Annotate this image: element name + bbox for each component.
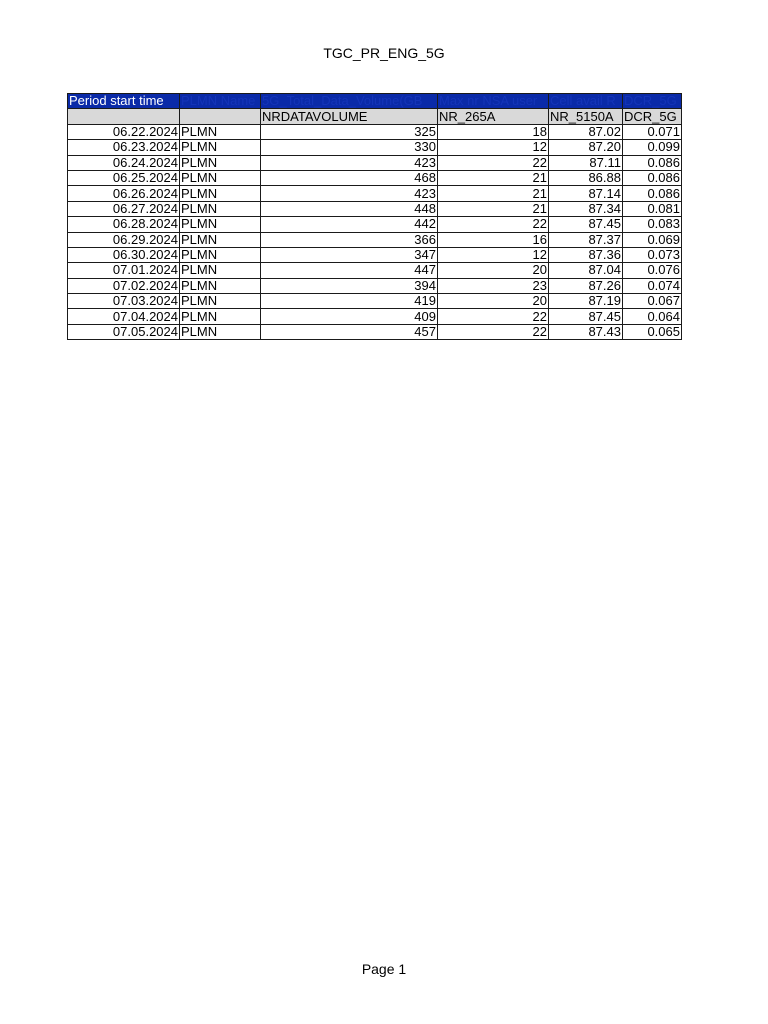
cell-max-nsa-user: 16 — [438, 232, 549, 247]
page-footer: Page 1 — [361, 961, 407, 977]
cell-cell-avail: 87.45 — [549, 217, 623, 232]
cell-period-start-time: 06.22.2024 — [68, 124, 180, 139]
cell-period-start-time: 07.01.2024 — [68, 263, 180, 278]
cell-max-nsa-user: 12 — [438, 247, 549, 262]
cell-max-nsa-user: 12 — [438, 140, 549, 155]
cell-period-start-time: 06.25.2024 — [68, 170, 180, 185]
cell-period-start-time: 06.29.2024 — [68, 232, 180, 247]
subheader-cell — [180, 109, 261, 124]
cell-period-start-time: 06.28.2024 — [68, 217, 180, 232]
cell-max-nsa-user: 20 — [438, 263, 549, 278]
cell-period-start-time: 07.03.2024 — [68, 294, 180, 309]
subheader-cell: DCR_5G — [623, 109, 682, 124]
cell-cell-avail: 87.11 — [549, 155, 623, 170]
cell-plmn-name: PLMN — [180, 217, 261, 232]
cell-max-nsa-user: 22 — [438, 155, 549, 170]
cell-cell-avail: 87.36 — [549, 247, 623, 262]
table-subheader-row — [68, 109, 682, 124]
cell-dcr-5g: 0.071 — [623, 124, 682, 139]
subheader-cell: NRDATAVOLUME — [261, 109, 438, 124]
cell-plmn-name: PLMN — [180, 170, 261, 185]
cell-data-volume: 419 — [261, 294, 438, 309]
cell-period-start-time: 06.26.2024 — [68, 186, 180, 201]
page-title: TGC_PR_ENG_5G — [323, 45, 445, 61]
cell-max-nsa-user: 22 — [438, 309, 549, 324]
cell-cell-avail: 87.04 — [549, 263, 623, 278]
cell-data-volume: 394 — [261, 278, 438, 293]
cell-period-start-time: 06.24.2024 — [68, 155, 180, 170]
table-row — [68, 155, 682, 170]
cell-period-start-time: 06.27.2024 — [68, 201, 180, 216]
cell-max-nsa-user: 21 — [438, 186, 549, 201]
cell-dcr-5g: 0.086 — [623, 186, 682, 201]
cell-dcr-5g: 0.086 — [623, 170, 682, 185]
cell-period-start-time: 07.02.2024 — [68, 278, 180, 293]
table-row — [68, 294, 682, 309]
cell-plmn-name: PLMN — [180, 232, 261, 247]
cell-dcr-5g: 0.069 — [623, 232, 682, 247]
table-row — [68, 309, 682, 324]
subheader-cell — [68, 109, 180, 124]
cell-plmn-name: PLMN — [180, 186, 261, 201]
cell-dcr-5g: 0.081 — [623, 201, 682, 216]
subheader-cell: NR_5150A — [549, 109, 623, 124]
table-row — [68, 278, 682, 293]
header-period-start-time: Period start time — [68, 94, 180, 109]
cell-dcr-5g: 0.065 — [623, 324, 682, 339]
table-row — [68, 186, 682, 201]
cell-plmn-name: PLMN — [180, 278, 261, 293]
cell-data-volume: 325 — [261, 124, 438, 139]
cell-plmn-name: PLMN — [180, 201, 261, 216]
cell-period-start-time: 07.04.2024 — [68, 309, 180, 324]
cell-data-volume: 468 — [261, 170, 438, 185]
cell-dcr-5g: 0.067 — [623, 294, 682, 309]
cell-period-start-time: 06.23.2024 — [68, 140, 180, 155]
subheader-cell: NR_265A — [438, 109, 549, 124]
cell-plmn-name: PLMN — [180, 324, 261, 339]
cell-plmn-name: PLMN — [180, 294, 261, 309]
cell-data-volume: 366 — [261, 232, 438, 247]
cell-max-nsa-user: 21 — [438, 201, 549, 216]
cell-cell-avail: 87.43 — [549, 324, 623, 339]
table-row — [68, 170, 682, 185]
table-row — [68, 263, 682, 278]
table-row — [68, 201, 682, 216]
cell-data-volume: 442 — [261, 217, 438, 232]
cell-data-volume: 423 — [261, 186, 438, 201]
header-total-data-volume: 5G_Total_Data_Volume(GB — [261, 94, 438, 109]
cell-plmn-name: PLMN — [180, 140, 261, 155]
cell-max-nsa-user: 21 — [438, 170, 549, 185]
cell-plmn-name: PLMN — [180, 263, 261, 278]
cell-max-nsa-user: 20 — [438, 294, 549, 309]
cell-dcr-5g: 0.064 — [623, 309, 682, 324]
cell-data-volume: 423 — [261, 155, 438, 170]
cell-max-nsa-user: 22 — [438, 324, 549, 339]
cell-max-nsa-user: 22 — [438, 217, 549, 232]
table-row — [68, 324, 682, 339]
header-dcr-5g: DCR_5G — [623, 94, 682, 109]
header-cell-avail: Cell avail R — [549, 94, 623, 109]
cell-plmn-name: PLMN — [180, 309, 261, 324]
cell-data-volume: 448 — [261, 201, 438, 216]
cell-plmn-name: PLMN — [180, 124, 261, 139]
table-body — [68, 124, 682, 339]
cell-dcr-5g: 0.074 — [623, 278, 682, 293]
cell-period-start-time: 07.05.2024 — [68, 324, 180, 339]
cell-cell-avail: 86.88 — [549, 170, 623, 185]
table-row — [68, 140, 682, 155]
cell-cell-avail: 87.19 — [549, 294, 623, 309]
cell-period-start-time: 06.30.2024 — [68, 247, 180, 262]
cell-plmn-name: PLMN — [180, 247, 261, 262]
table-row — [68, 124, 682, 139]
cell-max-nsa-user: 18 — [438, 124, 549, 139]
cell-cell-avail: 87.45 — [549, 309, 623, 324]
cell-data-volume: 347 — [261, 247, 438, 262]
cell-cell-avail: 87.26 — [549, 278, 623, 293]
table-row — [68, 217, 682, 232]
cell-dcr-5g: 0.073 — [623, 247, 682, 262]
cell-dcr-5g: 0.076 — [623, 263, 682, 278]
table-row — [68, 232, 682, 247]
table-row — [68, 247, 682, 262]
header-max-nsa-user: Max nr NSA user — [438, 94, 549, 109]
header-plmn-name: PLMN Name — [180, 94, 261, 109]
cell-dcr-5g: 0.099 — [623, 140, 682, 155]
cell-data-volume: 409 — [261, 309, 438, 324]
cell-data-volume: 447 — [261, 263, 438, 278]
cell-dcr-5g: 0.083 — [623, 217, 682, 232]
cell-data-volume: 330 — [261, 140, 438, 155]
cell-plmn-name: PLMN — [180, 155, 261, 170]
cell-data-volume: 457 — [261, 324, 438, 339]
cell-cell-avail: 87.14 — [549, 186, 623, 201]
table-header-row — [68, 94, 682, 109]
cell-cell-avail: 87.02 — [549, 124, 623, 139]
cell-cell-avail: 87.37 — [549, 232, 623, 247]
report-table — [67, 93, 682, 340]
cell-cell-avail: 87.20 — [549, 140, 623, 155]
cell-dcr-5g: 0.086 — [623, 155, 682, 170]
cell-cell-avail: 87.34 — [549, 201, 623, 216]
cell-max-nsa-user: 23 — [438, 278, 549, 293]
